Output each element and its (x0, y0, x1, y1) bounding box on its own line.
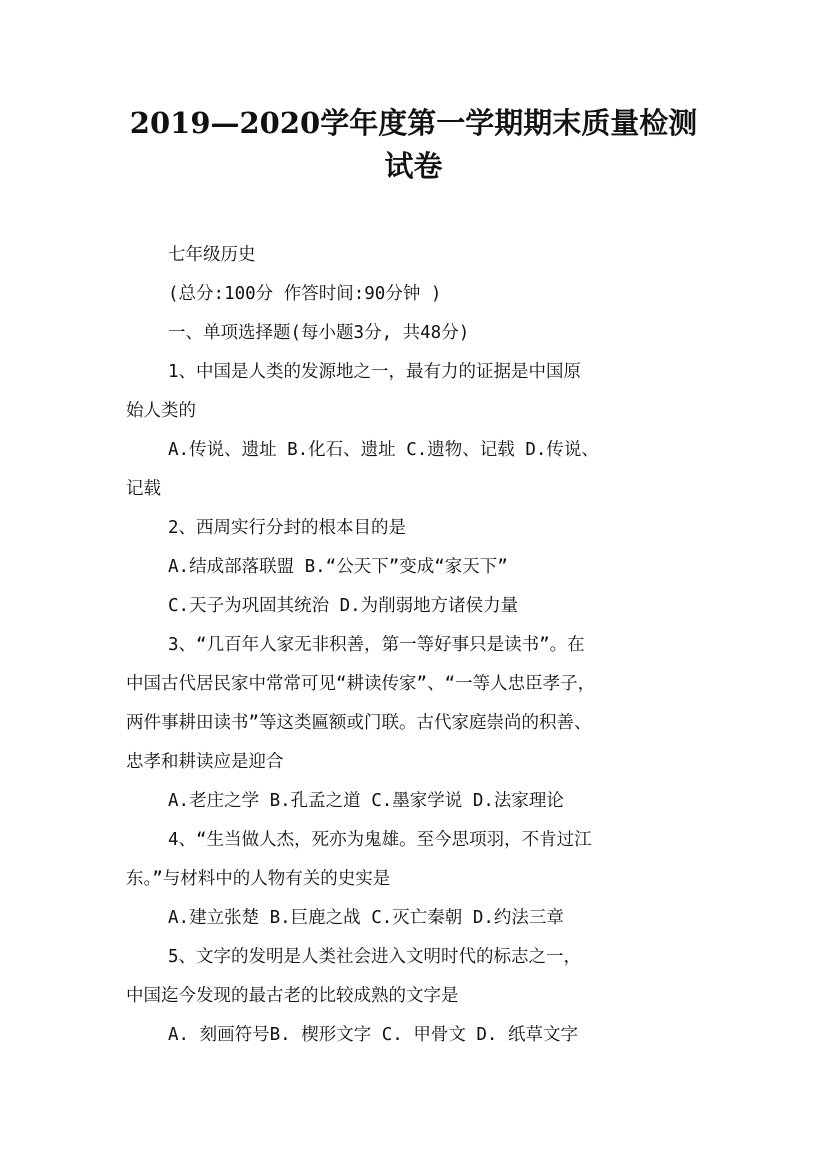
section-heading: 一、单项选择题(每小题3分, 共48分) (168, 323, 470, 343)
question-2-options-ab: A.结成部落联盟 B.“公天下”变成“家天下” (168, 557, 508, 577)
document-title-line-1: 2019—2020学年度第一学期期末质量检测 (129, 106, 698, 140)
question-3-text-cont-2: 两件事耕田读书”等这类匾额或门联。古代家庭崇尚的积善、 (126, 713, 592, 733)
question-1-text-cont: 始人类的 (126, 401, 196, 421)
document-title-line-2: 试卷 (384, 149, 443, 183)
question-4-text-cont: 东。”与材料中的人物有关的史实是 (126, 869, 391, 889)
question-1-text: 1、中国是人类的发源地之一，最有力的证据是中国原 (168, 362, 582, 382)
question-3-options: A.老庄之学 B.孔孟之道 C.墨家学说 D.法家理论 (168, 791, 564, 811)
grade-subject: 七年级历史 (168, 245, 256, 265)
question-1-options-cont: 记载 (126, 479, 161, 499)
question-5-text: 5、文字的发明是人类社会进入文明时代的标志之一， (168, 947, 582, 967)
question-1-options: A.传说、遗址 B.化石、遗址 C.遗物、记载 D.传说、 (168, 440, 599, 460)
question-3-text-cont-3: 忠孝和耕读应是迎合 (126, 752, 284, 772)
question-5-options: A. 刻画符号B. 楔形文字 C. 甲骨文 D. 纸草文字 (168, 1025, 579, 1045)
question-4-text: 4、“生当做人杰，死亦为鬼雄。至今思项羽，不肯过江 (168, 830, 592, 850)
question-5-text-cont: 中国迄今发现的最古老的比较成熟的文字是 (126, 986, 459, 1006)
question-2-text: 2、西周实行分封的根本目的是 (168, 518, 407, 538)
question-4-options: A.建立张楚 B.巨鹿之战 C.灭亡秦朝 D.约法三章 (168, 908, 564, 928)
question-2-options-cd: C.天子为巩固其统治 D.为削弱地方诸侯力量 (168, 596, 519, 616)
score-time-info: (总分:100分 作答时间:90分钟 ) (168, 284, 442, 304)
question-3-text-cont-1: 中国古代居民家中常常可见“耕读传家”、“一等人忠臣孝子， (126, 674, 596, 694)
question-3-text: 3、“几百年人家无非积善，第一等好事只是读书”。在 (168, 635, 585, 655)
